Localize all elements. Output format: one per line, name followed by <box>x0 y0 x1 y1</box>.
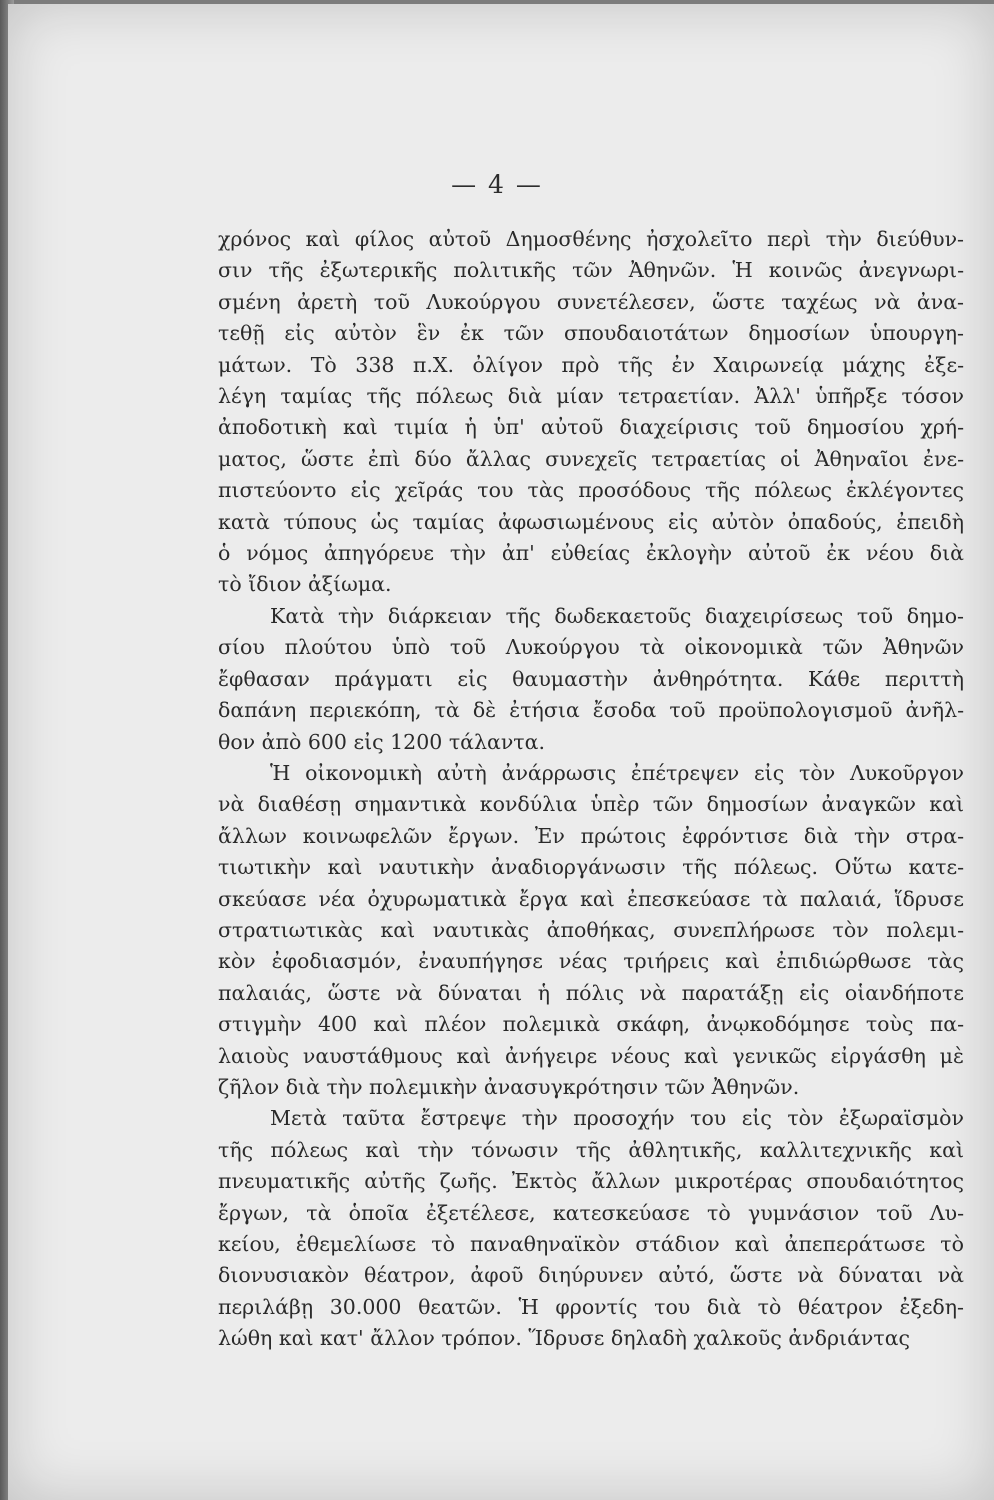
text-line: κὸν ἐφοδιασμόν, ἐναυπήγησε νέας τριήρεις καὶ ἐπιδιώρθωσε τὰς <box>218 949 964 974</box>
text-line: στιγμὴν 400 καὶ πλέον πολεμικὰ σκάφη, ἀνῳκοδόμησε τοὺς πα- <box>218 1012 964 1037</box>
text-line: θον ἀπὸ 600 εἰς 1200 τάλαντα. <box>218 729 546 754</box>
text-line: παλαιάς, ὥστε νὰ δύναται ἡ πόλις νὰ παρατάξῃ εἰς οἱανδήποτε <box>218 980 964 1005</box>
text-line: τὸ ἴδιον ἀξίωμα. <box>218 572 392 597</box>
text-line: σίου πλούτου ὑπὸ τοῦ Λυκούργου τὰ οἰκονομικὰ τῶν Ἀθηνῶν <box>218 635 964 660</box>
page-number: — 4 — <box>451 170 543 199</box>
body-text <box>218 224 964 1355</box>
text-line: κείου, ἐθεμελίωσε τὸ παναθηναϊκὸν στάδιον καὶ ἀπεπεράτωσε τὸ <box>218 1232 964 1256</box>
text-line: στρατιωτικὰς καὶ ναυτικὰς ἀποθήκας, συνεπλήρωσε τὸν πολεμι- <box>218 917 964 942</box>
text-line: ζῆλον διὰ τὴν πολεμικὴν ἀνασυγκρότησιν τῶν Ἀθηνῶν. <box>218 1074 800 1099</box>
text-line: σιν τῆς ἐξωτερικῆς πολιτικῆς τῶν Ἀθηνῶν. Ἡ κοινῶς ἀνεγνωρι- <box>218 258 964 283</box>
text-line: τῆς πόλεως καὶ τὴν τόνωσιν τῆς ἀθλητικῆς, καλλιτεχνικῆς καὶ <box>218 1137 964 1162</box>
text-line: ἔφθασαν πράγματι εἰς θαυμαστὴν ἀνθηρότητα. Κάθε περιττὴ <box>218 666 964 691</box>
text-line: διονυσιακὸν θέατρον, ἀφοῦ διηύρυνεν αὐτό, ὥστε νὰ δύναται νὰ <box>218 1263 964 1288</box>
text-line: ἄλλων κοινωφελῶν ἔργων. Ἐν πρώτοις ἐφρόντισε διὰ τὴν στρα- <box>218 823 964 848</box>
text-line: κατὰ τύπους ὡς ταμίας ἀφωσιωμένους εἰς αὐτὸν ὀπαδούς, ἐπειδὴ <box>218 509 964 534</box>
text-line: Ἡ οἰκονομικὴ αὐτὴ ἀνάρρωσις ἐπέτρεψεν εἰς τὸν Λυκοῦργον <box>270 760 964 785</box>
text-line: σμένη ἀρετὴ τοῦ Λυκούργου συνετέλεσεν, ὥστε ταχέως νὰ ἀνα- <box>218 289 964 314</box>
paragraph <box>218 1103 964 1354</box>
text-line: ματος, ὥστε ἐπὶ δύο ἄλλας συνεχεῖς τετραετίας οἱ Ἀθηναῖοι ἐνε- <box>218 446 964 471</box>
text-line: τεθῇ εἰς αὐτὸν ἓν ἐκ τῶν σπουδαιοτάτων δημοσίων ὑπουργη- <box>218 321 964 346</box>
text-line: νὰ διαθέσῃ σημαντικὰ κονδύλια ὑπὲρ τῶν δημοσίων ἀναγκῶν καὶ <box>218 792 964 817</box>
text-line: ἀποδοτικὴ καὶ τιμία ἡ ὑπ' αὐτοῦ διαχείρισις τοῦ δημοσίου χρή- <box>218 415 964 440</box>
paragraph <box>218 601 964 758</box>
text-line: λέγη ταμίας τῆς πόλεως διὰ μίαν τετραετίαν. Ἀλλ' ὑπῆρξε τόσον <box>218 384 964 409</box>
text-line: δαπάνη περιεκόπη, τὰ δὲ ἐτήσια ἔσοδα τοῦ προϋπολογισμοῦ ἀνῆλ- <box>218 698 964 723</box>
text-line: ὁ νόμος ἀπηγόρευε τὴν ἀπ' εὐθείας ἐκλογὴν αὐτοῦ ἐκ νέου διὰ <box>218 541 964 566</box>
text-line: τιωτικὴν καὶ ναυτικὴν ἀναδιοργάνωσιν τῆς πόλεως. Οὕτω κατε- <box>218 855 964 880</box>
text-line: λώθη καὶ κατ' ἄλλον τρόπον. Ἵδρυσε δηλαδὴ χαλκοῦς ἀνδριάντας <box>218 1326 911 1351</box>
text-line: περιλάβῃ 30.000 θεατῶν. Ἡ φροντίς του διὰ τὸ θέατρον ἐξεδη- <box>218 1294 964 1319</box>
text-line: σκεύασε νέα ὀχυρωματικὰ ἔργα καὶ ἐπεσκεύασε τὰ παλαιά, ἵδρυσε <box>218 886 964 911</box>
text-line: μάτων. Τὸ 338 π.Χ. ὀλίγον πρὸ τῆς ἐν Χαιρωνείᾳ μάχης ἐξε- <box>218 352 964 377</box>
text-line: Κατὰ τὴν διάρκειαν τῆς δωδεκαετοῦς διαχειρίσεως τοῦ δημο- <box>270 603 964 628</box>
text-line: λαιοὺς ναυστάθμους καὶ ἀνήγειρε νέους καὶ γενικῶς εἰργάσθη μὲ <box>218 1043 964 1068</box>
text-line: πνευματικῆς αὐτῆς ζωῆς. Ἐκτὸς ἄλλων μικροτέρας σπουδαιότητος <box>218 1169 964 1194</box>
text-line: χρόνος καὶ φίλος αὐτοῦ Δημοσθένης ἠσχολεῖτο περὶ τὴν διεύθυν- <box>218 227 964 251</box>
paragraph <box>218 758 964 1103</box>
text-line: πιστεύοντο εἰς χεῖράς του τὰς προσόδους τῆς πόλεως ἐκλέγοντες <box>218 478 964 503</box>
paragraph <box>218 224 964 601</box>
text-line: ἔργων, τὰ ὁποῖα ἐξετέλεσε, κατεσκεύασε τὸ γυμνάσιον τοῦ Λυ- <box>218 1200 964 1225</box>
text-line: Μετὰ ταῦτα ἔστρεψε τὴν προσοχήν του εἰς τὸν ἐξωραϊσμὸν <box>270 1106 964 1131</box>
